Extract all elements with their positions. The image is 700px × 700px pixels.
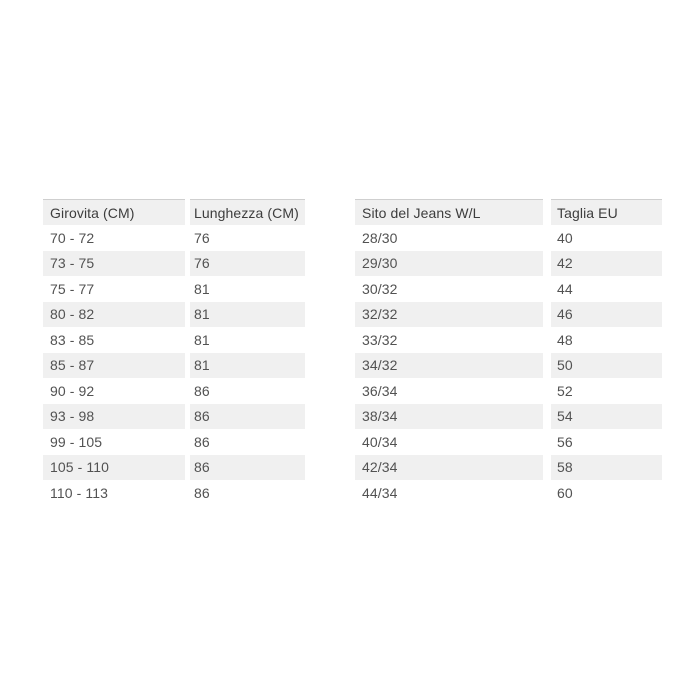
table-row (43, 302, 662, 328)
cell-sito-del-jeans: 28/30 (362, 229, 398, 246)
cell-lunghezza: 76 (194, 229, 210, 246)
cell-girovita: 80 - 82 (43, 302, 185, 328)
cell-sito-del-jeans: 34/32 (355, 353, 543, 379)
cell-girovita: 75 - 77 (50, 280, 95, 297)
cell-lunghezza: 81 (194, 331, 210, 348)
cell-lunghezza: 86 (190, 404, 305, 430)
cell-sito-del-jeans: 32/32 (355, 302, 543, 328)
cell-sito-del-jeans: 29/30 (355, 251, 543, 277)
cell-sito-del-jeans: 30/32 (362, 280, 398, 297)
column-header-sito-del-jeans: Sito del Jeans W/L (355, 199, 543, 225)
cell-taglia-eu: 56 (557, 433, 573, 450)
cell-lunghezza: 86 (194, 433, 210, 450)
cell-girovita: 70 - 72 (50, 229, 95, 246)
cell-sito-del-jeans: 36/34 (362, 382, 398, 399)
cell-girovita: 93 - 98 (43, 404, 185, 430)
cell-sito-del-jeans: 42/34 (355, 455, 543, 481)
cell-taglia-eu: 44 (557, 280, 573, 297)
cell-girovita: 83 - 85 (50, 331, 95, 348)
cell-girovita: 105 - 110 (43, 455, 185, 481)
cell-sito-del-jeans: 40/34 (362, 433, 398, 450)
table-row (43, 327, 662, 353)
cell-taglia-eu: 48 (557, 331, 573, 348)
cell-taglia-eu: 42 (551, 251, 662, 277)
size-chart-header-row (43, 199, 662, 225)
table-row (43, 480, 662, 506)
table-row (43, 353, 662, 379)
cell-taglia-eu: 50 (551, 353, 662, 379)
cell-lunghezza: 81 (194, 280, 210, 297)
cell-taglia-eu: 58 (551, 455, 662, 481)
cell-lunghezza: 86 (194, 484, 210, 501)
cell-taglia-eu: 46 (551, 302, 662, 328)
column-header-girovita: Girovita (CM) (43, 199, 185, 225)
table-row (43, 429, 662, 455)
cell-taglia-eu: 60 (557, 484, 573, 501)
cell-lunghezza: 81 (190, 302, 305, 328)
cell-sito-del-jeans: 44/34 (362, 484, 398, 501)
cell-sito-del-jeans: 33/32 (362, 331, 398, 348)
cell-sito-del-jeans: 38/34 (355, 404, 543, 430)
table-row (43, 251, 662, 277)
table-row (43, 276, 662, 302)
column-header-lunghezza: Lunghezza (CM) (190, 199, 305, 225)
cell-taglia-eu: 40 (557, 229, 573, 246)
cell-girovita: 85 - 87 (43, 353, 185, 379)
table-row (43, 225, 662, 251)
cell-taglia-eu: 52 (557, 382, 573, 399)
table-row (43, 455, 662, 481)
cell-taglia-eu: 54 (551, 404, 662, 430)
size-chart-table (43, 199, 662, 506)
cell-lunghezza: 76 (190, 251, 305, 277)
cell-girovita: 110 - 113 (50, 484, 108, 501)
column-header-taglia-eu: Taglia EU (551, 199, 662, 225)
cell-lunghezza: 81 (190, 353, 305, 379)
table-row (43, 404, 662, 430)
table-row (43, 378, 662, 404)
cell-lunghezza: 86 (194, 382, 210, 399)
cell-girovita: 73 - 75 (43, 251, 185, 277)
cell-girovita: 90 - 92 (50, 382, 95, 399)
cell-lunghezza: 86 (190, 455, 305, 481)
size-chart-body (43, 225, 662, 506)
cell-girovita: 99 - 105 (50, 433, 103, 450)
